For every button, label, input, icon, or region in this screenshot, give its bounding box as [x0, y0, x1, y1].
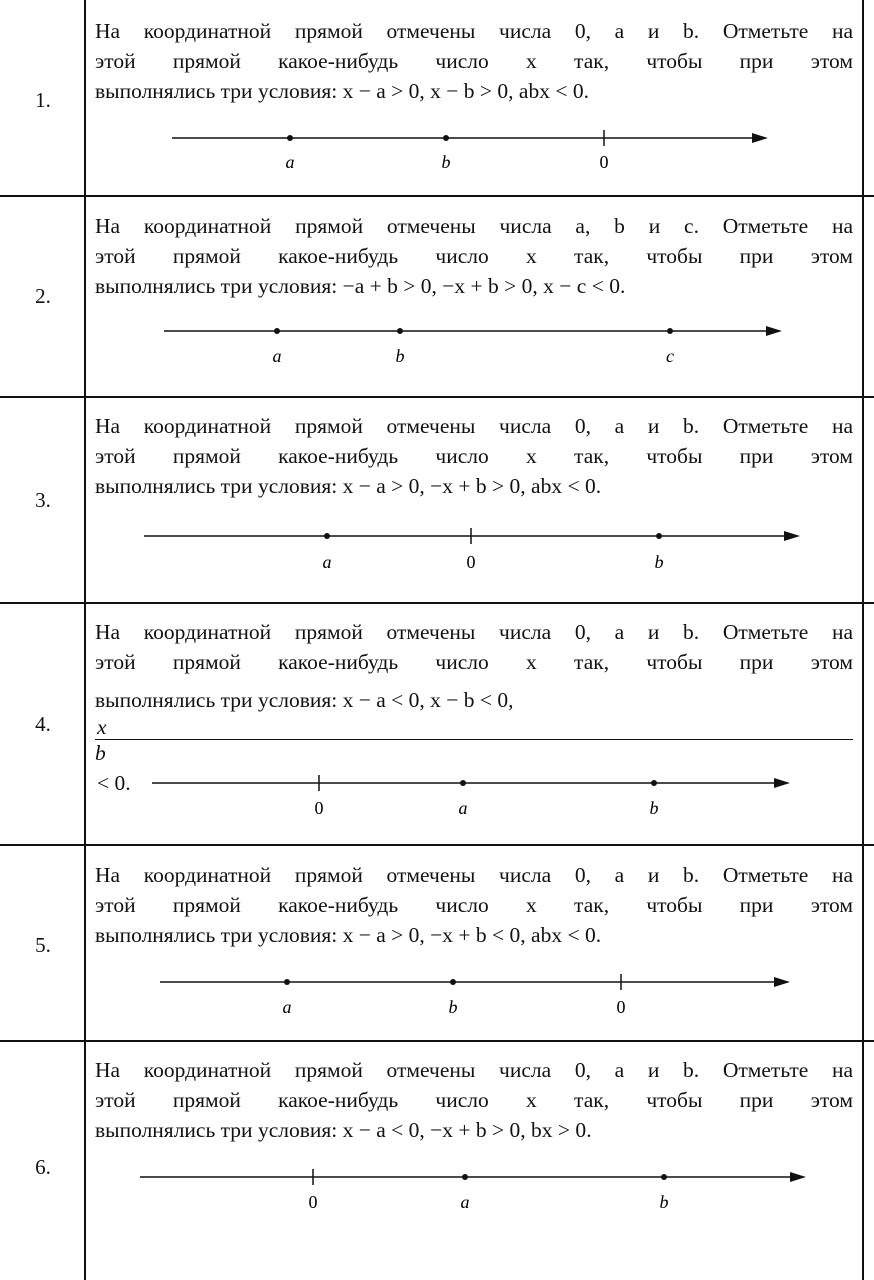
- point-dot: [667, 328, 673, 334]
- condition: x − a < 0: [342, 688, 420, 712]
- point-dot: [443, 135, 449, 141]
- point-dot: [324, 533, 330, 539]
- fraction-numerator: x: [95, 715, 853, 740]
- condition: x − a > 0: [342, 474, 420, 498]
- condition: −x + b < 0: [430, 923, 521, 947]
- point-dot: [651, 780, 657, 786]
- point-label: b: [649, 798, 659, 818]
- statement-line: На координатной прямой отмечены числа 0, a и b. Отметьте на: [95, 414, 853, 438]
- point-label: a: [322, 552, 332, 572]
- statement-line: выполнялись три условия: x − a < 0, −x + b > 0, bx > 0.: [95, 1118, 592, 1142]
- condition: −x + b > 0: [442, 274, 533, 298]
- task-number: 6.: [35, 1155, 51, 1179]
- point-label: 0: [616, 997, 626, 1017]
- point-label: 0: [308, 1192, 318, 1212]
- statement-line: На координатной прямой отмечены числа 0, a и b. Отметьте на: [95, 863, 853, 887]
- condition: x − a < 0: [342, 1118, 420, 1142]
- point-label: 0: [599, 152, 609, 172]
- condition: −x + b > 0: [430, 474, 521, 498]
- row-divider: [0, 1040, 874, 1042]
- column-divider: [84, 0, 86, 1280]
- row-divider: [0, 844, 874, 846]
- point-dot: [460, 780, 466, 786]
- point-dot: [397, 328, 403, 334]
- statement-line: На координатной прямой отмечены числа 0, a и b. Отметьте на: [95, 19, 853, 43]
- row-divider: [0, 195, 874, 197]
- point-label: a: [460, 1192, 470, 1212]
- number-line: [0, 118, 874, 178]
- statement-line: этой прямой какое-нибудь число x так, чтобы при этом: [95, 893, 853, 917]
- condition: x − a > 0: [342, 923, 420, 947]
- statement-line: выполнялись три условия: x − a < 0, x − b < 0, x b < 0.: [95, 685, 853, 800]
- statement-line: выполнялись три условия: x − a > 0, −x + b > 0, abx < 0.: [95, 474, 602, 498]
- point-label: b: [654, 552, 664, 572]
- point-label: 0: [314, 798, 324, 818]
- task-number: 3.: [35, 488, 51, 512]
- condition: x − b > 0: [430, 79, 509, 103]
- statement-line: выполнялись три условия: −a + b > 0, −x + b > 0, x − c < 0.: [95, 274, 626, 298]
- condition: bx > 0: [531, 1118, 587, 1142]
- task-statement: [95, 1055, 853, 1145]
- task-statement: [95, 16, 853, 106]
- statement-line: На координатной прямой отмечены числа 0, a и b. Отметьте на: [95, 620, 853, 644]
- point-label: b: [441, 152, 451, 172]
- task-statement: [95, 411, 853, 501]
- statement-line: выполнялись три условия: x − a > 0, −x + b < 0, abx < 0.: [95, 923, 602, 947]
- task-number: 1.: [35, 88, 51, 112]
- row-divider: [0, 602, 874, 604]
- point-dot: [284, 979, 290, 985]
- fraction-denominator: b: [95, 741, 106, 766]
- statement-line: этой прямой какое-нибудь число x так, чтобы при этом: [95, 444, 853, 468]
- number-line: [0, 516, 874, 576]
- statement-line: выполнялись три условия: x − a > 0, x − b > 0, abx < 0.: [95, 79, 589, 103]
- condition: x − c < 0: [543, 274, 620, 298]
- statement-line: На координатной прямой отмечены числа 0, a и b. Отметьте на: [95, 1058, 853, 1082]
- condition: abx < 0: [531, 923, 596, 947]
- condition: abx < 0: [531, 474, 596, 498]
- number-line: [0, 1157, 874, 1217]
- point-label: b: [659, 1192, 669, 1212]
- statement-line: этой прямой какое-нибудь число x так, чтобы при этом: [95, 650, 853, 674]
- task-number: 4.: [35, 712, 51, 736]
- task-number: 5.: [35, 933, 51, 957]
- statement-line: этой прямой какое-нибудь число x так, чтобы при этом: [95, 244, 853, 268]
- condition: abx < 0: [518, 79, 584, 103]
- task-statement: [95, 860, 853, 950]
- point-label: a: [282, 997, 292, 1017]
- statement-line: На координатной прямой отмечены числа a, b и c. Отметьте на: [95, 214, 853, 238]
- number-line: [0, 962, 874, 1022]
- task-statement: [95, 211, 853, 301]
- right-border: [862, 0, 864, 1280]
- point-dot: [274, 328, 280, 334]
- point-label: 0: [466, 552, 476, 572]
- condition: −x + b > 0: [430, 1118, 521, 1142]
- statement-line: этой прямой какое-нибудь число x так, чтобы при этом: [95, 49, 853, 73]
- condition: x − a > 0: [342, 79, 420, 103]
- point-dot: [462, 1174, 468, 1180]
- point-dot: [287, 135, 293, 141]
- statement-line: этой прямой какое-нибудь число x так, чтобы при этом: [95, 1088, 853, 1112]
- number-line: [0, 763, 874, 823]
- point-dot: [661, 1174, 667, 1180]
- point-label: a: [272, 346, 282, 366]
- row-divider: [0, 396, 874, 398]
- point-dot: [450, 979, 456, 985]
- task-number: 2.: [35, 284, 51, 308]
- point-label: b: [395, 346, 405, 366]
- point-dot: [656, 533, 662, 539]
- condition: x − b < 0: [430, 688, 509, 712]
- point-label: b: [448, 997, 458, 1017]
- point-label: c: [666, 346, 674, 366]
- point-label: a: [458, 798, 468, 818]
- number-line: [0, 311, 874, 371]
- fraction: [95, 715, 853, 766]
- point-label: a: [285, 152, 295, 172]
- condition: −a + b > 0: [342, 274, 432, 298]
